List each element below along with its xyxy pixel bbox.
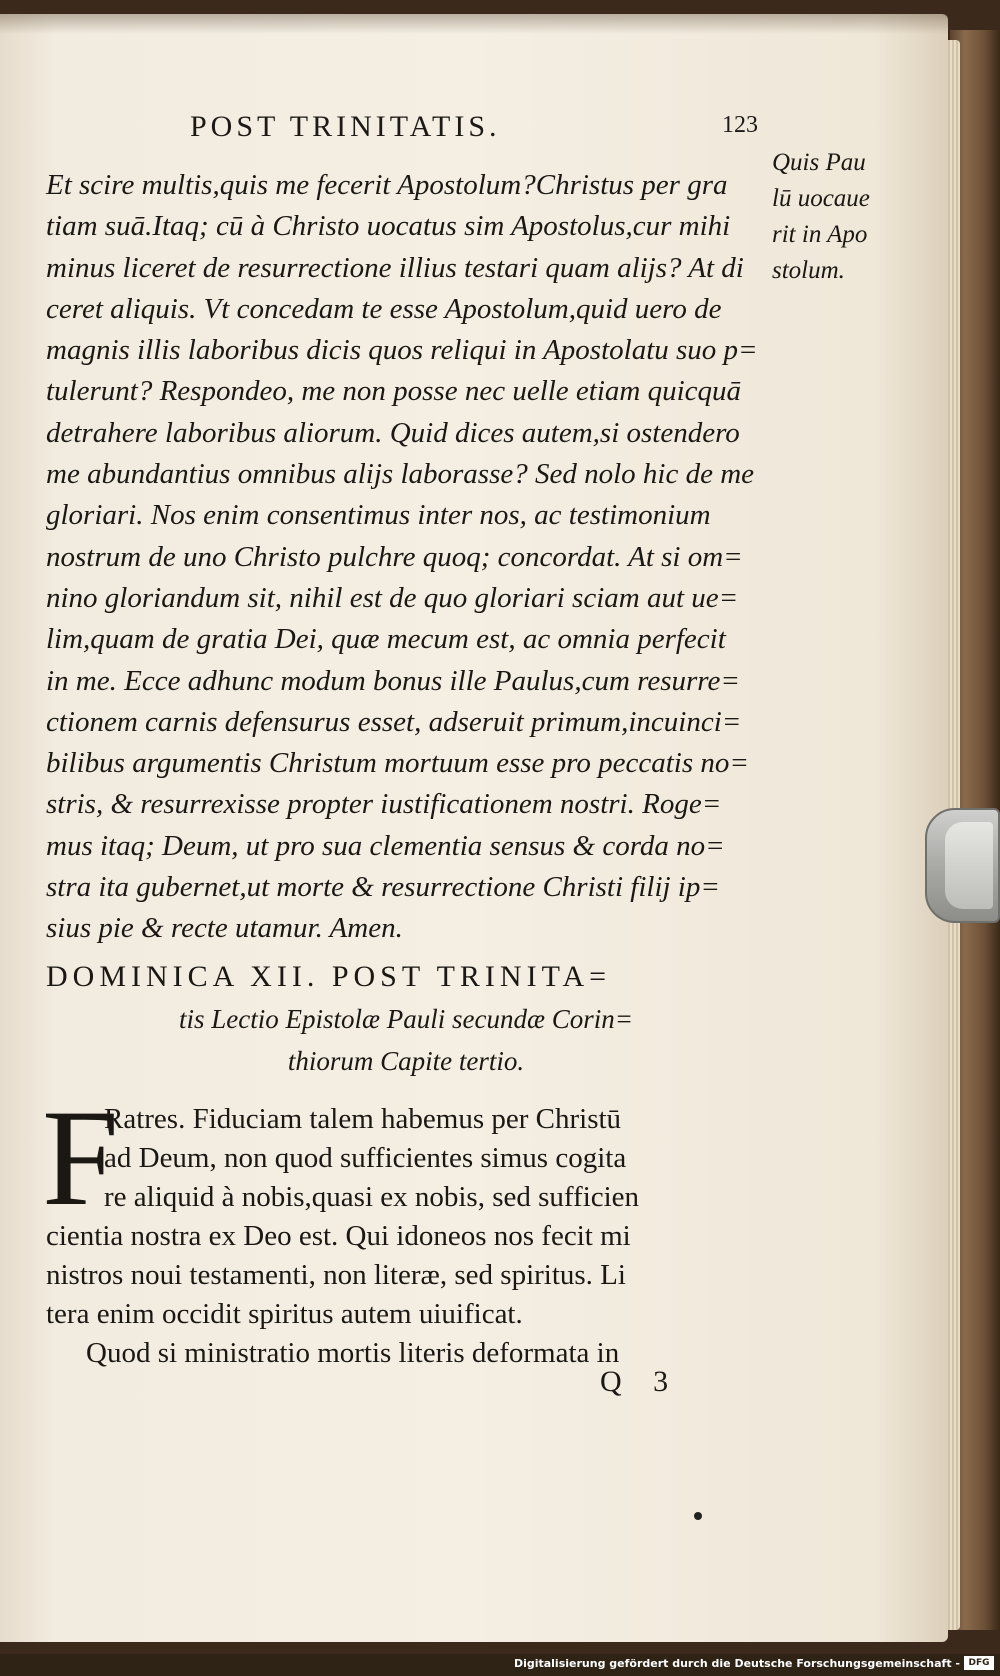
- running-head: POST TRINITATIS.: [190, 110, 501, 143]
- text-line: nistros noui testamenti, non literæ, sed spiritus. Li: [46, 1259, 626, 1291]
- text-line: me abundantius omnibus alijs laborasse? Sed nolo hic de me: [46, 458, 755, 491]
- text-line: ceret aliquis. Vt concedam te esse Apostolum,quid uero de: [46, 292, 722, 325]
- footer-credit: Digitalisierung gefördert durch die Deutsche Forschungsgemeinschaft -: [513, 1657, 960, 1670]
- margin-note-line: rit in Apo: [772, 221, 868, 248]
- text-line: ad Deum, non quod sufficientes simus cogita: [104, 1142, 627, 1174]
- book-clasp-inner: [945, 822, 993, 909]
- margin-note: [772, 145, 912, 289]
- section-heading: [46, 956, 766, 1082]
- dfg-logo: DFG: [964, 1656, 994, 1670]
- body-text: [46, 165, 764, 950]
- text-line: mus itaq; Deum, ut pro sua clementia sensus & corda no=: [46, 829, 725, 862]
- text-line: tiam suā.Itaq; cū à Christo uocatus sim Apostolus,cur mihi: [46, 210, 731, 243]
- text-line: Et scire multis,quis me fecerit Apostolum?Christus per gra: [46, 169, 728, 201]
- section-heading-title: DOMINICA XII. POST TRINITA=: [46, 960, 612, 993]
- epistle-text: [46, 1100, 746, 1373]
- text-line: minus liceret de resurrectione illius testari quam alijs? At di: [46, 251, 744, 284]
- text-line: stra ita gubernet,ut morte & resurrectione Christi filij ip=: [46, 871, 720, 904]
- text-line: lim,quam de gratia Dei, quæ mecum est, ac omnia perfecit: [46, 623, 726, 656]
- text-line: Ratres. Fiduciam talem habemus per Christū: [104, 1103, 622, 1135]
- text-line: in me. Ecce adhunc modum bonus ille Paulus,cum resurre=: [46, 664, 740, 697]
- text-line: gloriari. Nos enim consentimus inter nos, ac testimonium: [46, 499, 711, 532]
- signature-mark: Q 3: [600, 1365, 681, 1398]
- text-line: re aliquid à nobis,quasi ex nobis, sed sufficien: [104, 1181, 640, 1213]
- text-line: tera enim occidit spiritus autem uiuificat.: [46, 1298, 523, 1330]
- text-line: nino gloriandum sit, nihil est de quo gloriari sciam aut ue=: [46, 581, 739, 614]
- page-top-shadow: [0, 14, 948, 34]
- section-heading-subtitle: tis Lectio Epistolæ Pauli secundæ Corin=: [179, 1004, 633, 1034]
- text-line: Quod si ministratio mortis literis deformata in: [86, 1337, 620, 1369]
- text-line: cientia nostra ex Deo est. Qui idoneos nos fecit mi: [46, 1220, 631, 1252]
- page-number: 123: [722, 112, 758, 138]
- drop-capital: F: [42, 1081, 119, 1234]
- text-line: tulerunt? Respondeo, me non posse nec uelle etiam quicquā: [46, 375, 742, 408]
- text-line: stris, & resurrexisse propter iustificationem nostri. Roge=: [46, 788, 722, 821]
- text-line: nostrum de uno Christo pulchre quoq; concordat. At si om=: [46, 540, 743, 573]
- text-line: detrahere laboribus aliorum. Quid dices autem,si ostendero: [46, 416, 740, 449]
- ink-dot: [694, 1512, 702, 1520]
- section-heading-subtitle: thiorum Capite tertio.: [287, 1046, 525, 1076]
- text-line: magnis illis laboribus dicis quos reliqui in Apostolatu suo p=: [46, 334, 758, 367]
- margin-note-line: stolum.: [772, 257, 845, 284]
- margin-note-line: Quis Pau: [772, 149, 866, 176]
- margin-note-line: lū uocaue: [772, 185, 870, 212]
- text-line: bilibus argumentis Christum mortuum esse pro peccatis no=: [46, 747, 749, 780]
- text-line: sius pie & recte utamur. Amen.: [46, 912, 403, 945]
- text-line: ctionem carnis defensurus esset, adseruit primum,incuinci=: [46, 705, 742, 738]
